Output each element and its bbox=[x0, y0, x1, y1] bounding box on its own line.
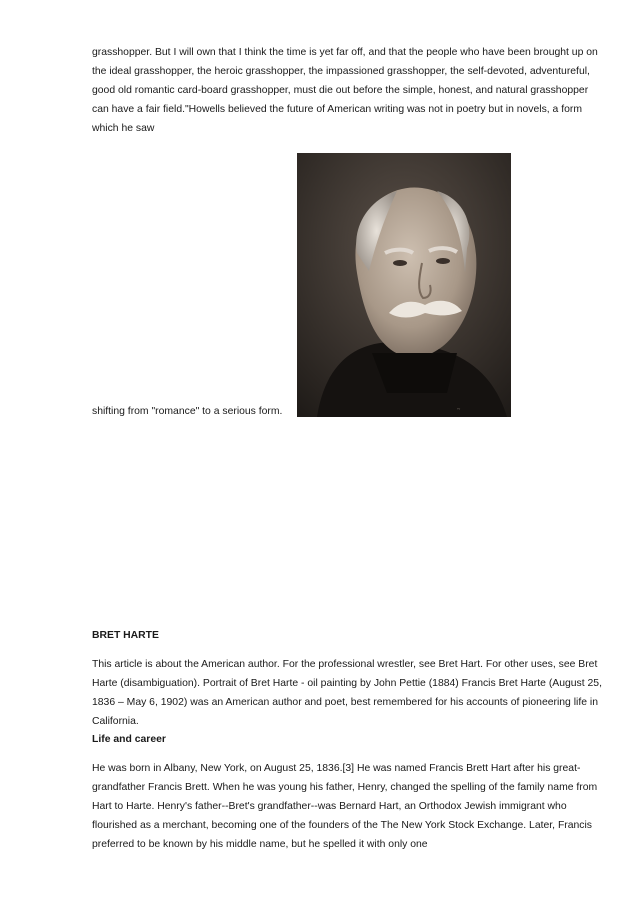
portrait-illustration bbox=[297, 153, 511, 417]
body-paragraph-intro: This article is about the American author. For the professional wrestler, see Bret Hart. For other uses, see Bret Harte (disambiguation). Portrait of Bret Harte - oil painting by John Pettie (1884) Francis Bret Harte (August 25, 1836 – May 6, 1902) was an American author and poet, best remembered for his accounts of pioneering life in California. bbox=[92, 659, 602, 727]
section-heading-bret-harte: BRET HARTE bbox=[92, 630, 159, 641]
body-paragraph-life: He was born in Albany, New York, on August 25, 1836.[3] He was named Francis Brett Hart after his great-grandfather Francis Brett. When he was young his father, Henry, changed the spelling of the family name from Hart to Harte. Henry's father--Bret's grandfather--was Bernard Hart, an Orthodox Jewish immigrant who flourished as a merchant, becoming one of the founders of the The New York Stock Exchange. Later, Francis preferred to be known by his middle name, but he spelled it with only one bbox=[92, 763, 598, 850]
body-paragraph-howells: grasshopper. But I will own that I think the time is yet far off, and that the people who have been brought up on the ideal grasshopper, the heroic grasshopper, the impassioned grasshopper, the self-devoted, adventureful, good old romantic card-board grasshopper, must die out before the simple, honest, and natural grasshopper can have a fair field."Howells believed the future of American writing was not in poetry but in novels, a form which he saw bbox=[92, 47, 598, 134]
section-heading-life-career: Life and career bbox=[92, 734, 166, 745]
svg-text:~: ~ bbox=[457, 407, 461, 413]
portrait-photo bbox=[297, 153, 511, 417]
body-paragraph-shifting: shifting from "romance" to a serious form. bbox=[92, 406, 283, 417]
